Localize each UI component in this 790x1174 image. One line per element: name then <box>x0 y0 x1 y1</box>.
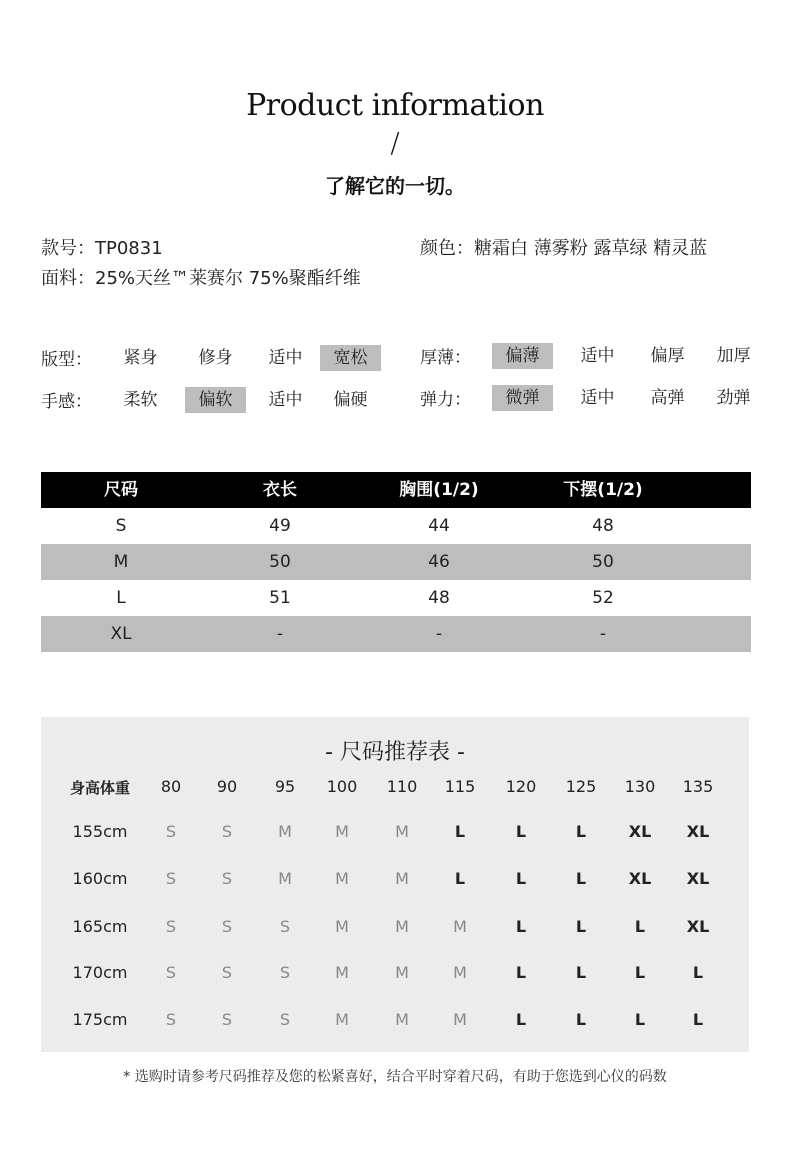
size-table-cell: - <box>435 624 443 644</box>
color-label: 颜色： <box>420 238 474 259</box>
attr-option-fit-selected: 宽松 <box>320 345 381 371</box>
fabric-row <box>41 264 361 290</box>
size-table-cell: M <box>113 552 129 572</box>
page-title: Product information <box>246 88 544 123</box>
size-table-cell: L <box>116 588 126 608</box>
title-slash: / <box>390 126 400 159</box>
size-table-cell: - <box>276 624 284 644</box>
size-table-header-cell: 胸围(1/2) <box>399 480 479 500</box>
size-recommend-weight: 80 <box>160 777 182 796</box>
size-table-cell: 50 <box>269 552 291 572</box>
size-recommend-cell: M <box>453 917 467 936</box>
size-recommend-cell: L <box>454 869 466 888</box>
attr-label-thickness: 厚薄： <box>420 348 471 368</box>
size-recommend-cell: L <box>575 917 587 936</box>
attr-option-thickness-selected: 偏薄 <box>492 343 553 369</box>
size-recommend-cell: S <box>165 917 177 936</box>
size-recommend-weight: 115 <box>444 777 476 796</box>
size-recommend-cell: L <box>515 963 527 982</box>
size-recommend-cell: M <box>395 1010 409 1029</box>
size-table-header <box>41 472 751 508</box>
attr-option-stretch: 高弹 <box>650 388 685 408</box>
size-recommend-weight: 125 <box>565 777 597 796</box>
size-recommend-cell: S <box>221 869 233 888</box>
style-no-label: 款号： <box>41 238 95 259</box>
size-recommend-cell: M <box>335 963 349 982</box>
size-recommend-weight: 100 <box>326 777 358 796</box>
size-recommend-cell: XL <box>628 822 652 841</box>
fabric-value: 25%天丝™莱赛尔 75%聚酯纤维 <box>95 268 361 289</box>
size-recommend-cell: L <box>634 1010 646 1029</box>
size-table-header-cell: 下摆(1/2) <box>563 480 643 500</box>
size-table-cell: 52 <box>592 588 614 608</box>
attr-label-fit: 版型： <box>41 350 92 370</box>
size-recommend-height: 175cm <box>72 1010 128 1029</box>
attr-option-thickness: 加厚 <box>716 346 751 366</box>
footnote: * 选购时请参考尺码推荐及您的松紧喜好，结合平时穿着尺码，有助于您选到心仪的码数 <box>123 1069 667 1085</box>
size-recommend-cell: L <box>634 917 646 936</box>
size-recommend-cell: S <box>165 869 177 888</box>
size-recommend-height: 170cm <box>72 963 128 982</box>
size-recommend-cell: S <box>221 822 233 841</box>
size-recommend-cell: XL <box>628 869 652 888</box>
size-table-row <box>41 508 751 544</box>
size-table-row <box>41 580 751 616</box>
size-recommend-cell: S <box>279 1010 291 1029</box>
size-recommend-cell: M <box>335 1010 349 1029</box>
attr-label-feel: 手感： <box>41 392 92 412</box>
size-recommend-cell: L <box>575 963 587 982</box>
size-recommend-cell: XL <box>686 869 710 888</box>
size-recommend-cell: S <box>165 963 177 982</box>
size-recommend-cell: M <box>395 917 409 936</box>
size-recommend-cell: S <box>221 963 233 982</box>
size-recommend-cell: M <box>395 869 409 888</box>
size-table-cell: 48 <box>428 588 450 608</box>
size-recommend-cell: S <box>165 1010 177 1029</box>
size-recommend-cell: L <box>515 869 527 888</box>
size-recommend-height: 165cm <box>72 917 128 936</box>
attr-label-stretch: 弹力： <box>420 390 471 410</box>
size-table-cell: 48 <box>592 516 614 536</box>
size-recommend-cell: L <box>575 869 587 888</box>
size-table-cell: 46 <box>428 552 450 572</box>
attr-option-thickness: 偏厚 <box>650 346 685 366</box>
size-recommend-cell: L <box>575 822 587 841</box>
style-no-value: TP0831 <box>95 238 163 259</box>
size-recommend-cell: L <box>515 917 527 936</box>
attr-option-feel: 适中 <box>268 390 303 410</box>
attr-option-fit: 适中 <box>268 348 303 368</box>
size-recommend-cell: S <box>221 1010 233 1029</box>
size-recommend-cell: M <box>278 822 292 841</box>
attr-option-thickness: 适中 <box>580 346 615 366</box>
size-recommend-cell: XL <box>686 917 710 936</box>
size-recommend-weight: 130 <box>624 777 656 796</box>
size-recommend-cell: M <box>278 869 292 888</box>
size-recommend-height: 160cm <box>72 869 128 888</box>
size-recommend-cell: M <box>395 963 409 982</box>
size-recommend-cell: L <box>692 1010 704 1029</box>
size-recommend-cell: L <box>634 963 646 982</box>
size-recommend-height: 155cm <box>72 822 128 841</box>
size-table-header-cell: 衣长 <box>263 480 297 500</box>
size-table-header-cell: 尺码 <box>104 480 138 500</box>
style-no-row <box>41 234 163 260</box>
size-table-cell: 50 <box>592 552 614 572</box>
size-recommend-cell: S <box>279 917 291 936</box>
attr-option-stretch-selected: 微弹 <box>492 385 553 411</box>
size-recommend-weight: 110 <box>386 777 418 796</box>
size-table-cell: - <box>599 624 607 644</box>
size-recommend-cell: M <box>335 822 349 841</box>
attr-option-stretch: 劲弹 <box>716 388 751 408</box>
attr-option-feel: 偏硬 <box>333 390 368 410</box>
size-recommend-weight: 135 <box>682 777 714 796</box>
color-row <box>420 234 707 260</box>
size-table-row <box>41 544 751 580</box>
size-table <box>41 472 751 652</box>
size-table-cell: S <box>115 516 127 536</box>
size-recommend-cell: M <box>453 963 467 982</box>
attr-option-stretch: 适中 <box>580 388 615 408</box>
size-recommend-cell: S <box>221 917 233 936</box>
size-recommend-cell: L <box>575 1010 587 1029</box>
attr-option-fit: 紧身 <box>123 348 158 368</box>
size-recommend-cell: M <box>453 1010 467 1029</box>
attr-option-fit: 修身 <box>198 348 233 368</box>
size-recommend-cell: L <box>515 822 527 841</box>
fabric-label: 面料： <box>41 268 95 289</box>
size-recommend-weight: 95 <box>274 777 296 796</box>
size-recommend-cell: M <box>395 822 409 841</box>
color-values: 糖霜白 薄雾粉 露草绿 精灵蓝 <box>474 238 708 259</box>
size-table-cell: 44 <box>428 516 450 536</box>
size-table-cell: XL <box>110 624 132 644</box>
size-recommend-cell: S <box>165 822 177 841</box>
size-recommend-cell: M <box>335 917 349 936</box>
size-recommend-cell: L <box>692 963 704 982</box>
size-table-cell: 49 <box>269 516 291 536</box>
size-recommend-cell: L <box>454 822 466 841</box>
size-recommend-cell: XL <box>686 822 710 841</box>
attr-option-feel: 柔软 <box>123 390 158 410</box>
page-subtitle: 了解它的一切。 <box>325 174 465 198</box>
size-table-row <box>41 616 751 652</box>
size-recommend-title: - 尺码推荐表 - <box>325 740 465 765</box>
size-recommend-cell: S <box>279 963 291 982</box>
size-recommend-cell: L <box>515 1010 527 1029</box>
size-recommend-cell: M <box>335 869 349 888</box>
attr-option-feel-selected: 偏软 <box>185 387 246 413</box>
size-recommend-weight: 90 <box>216 777 238 796</box>
size-recommend-corner-label: 身高体重 <box>69 779 130 797</box>
size-recommend-weight: 120 <box>505 777 537 796</box>
size-table-cell: 51 <box>269 588 291 608</box>
